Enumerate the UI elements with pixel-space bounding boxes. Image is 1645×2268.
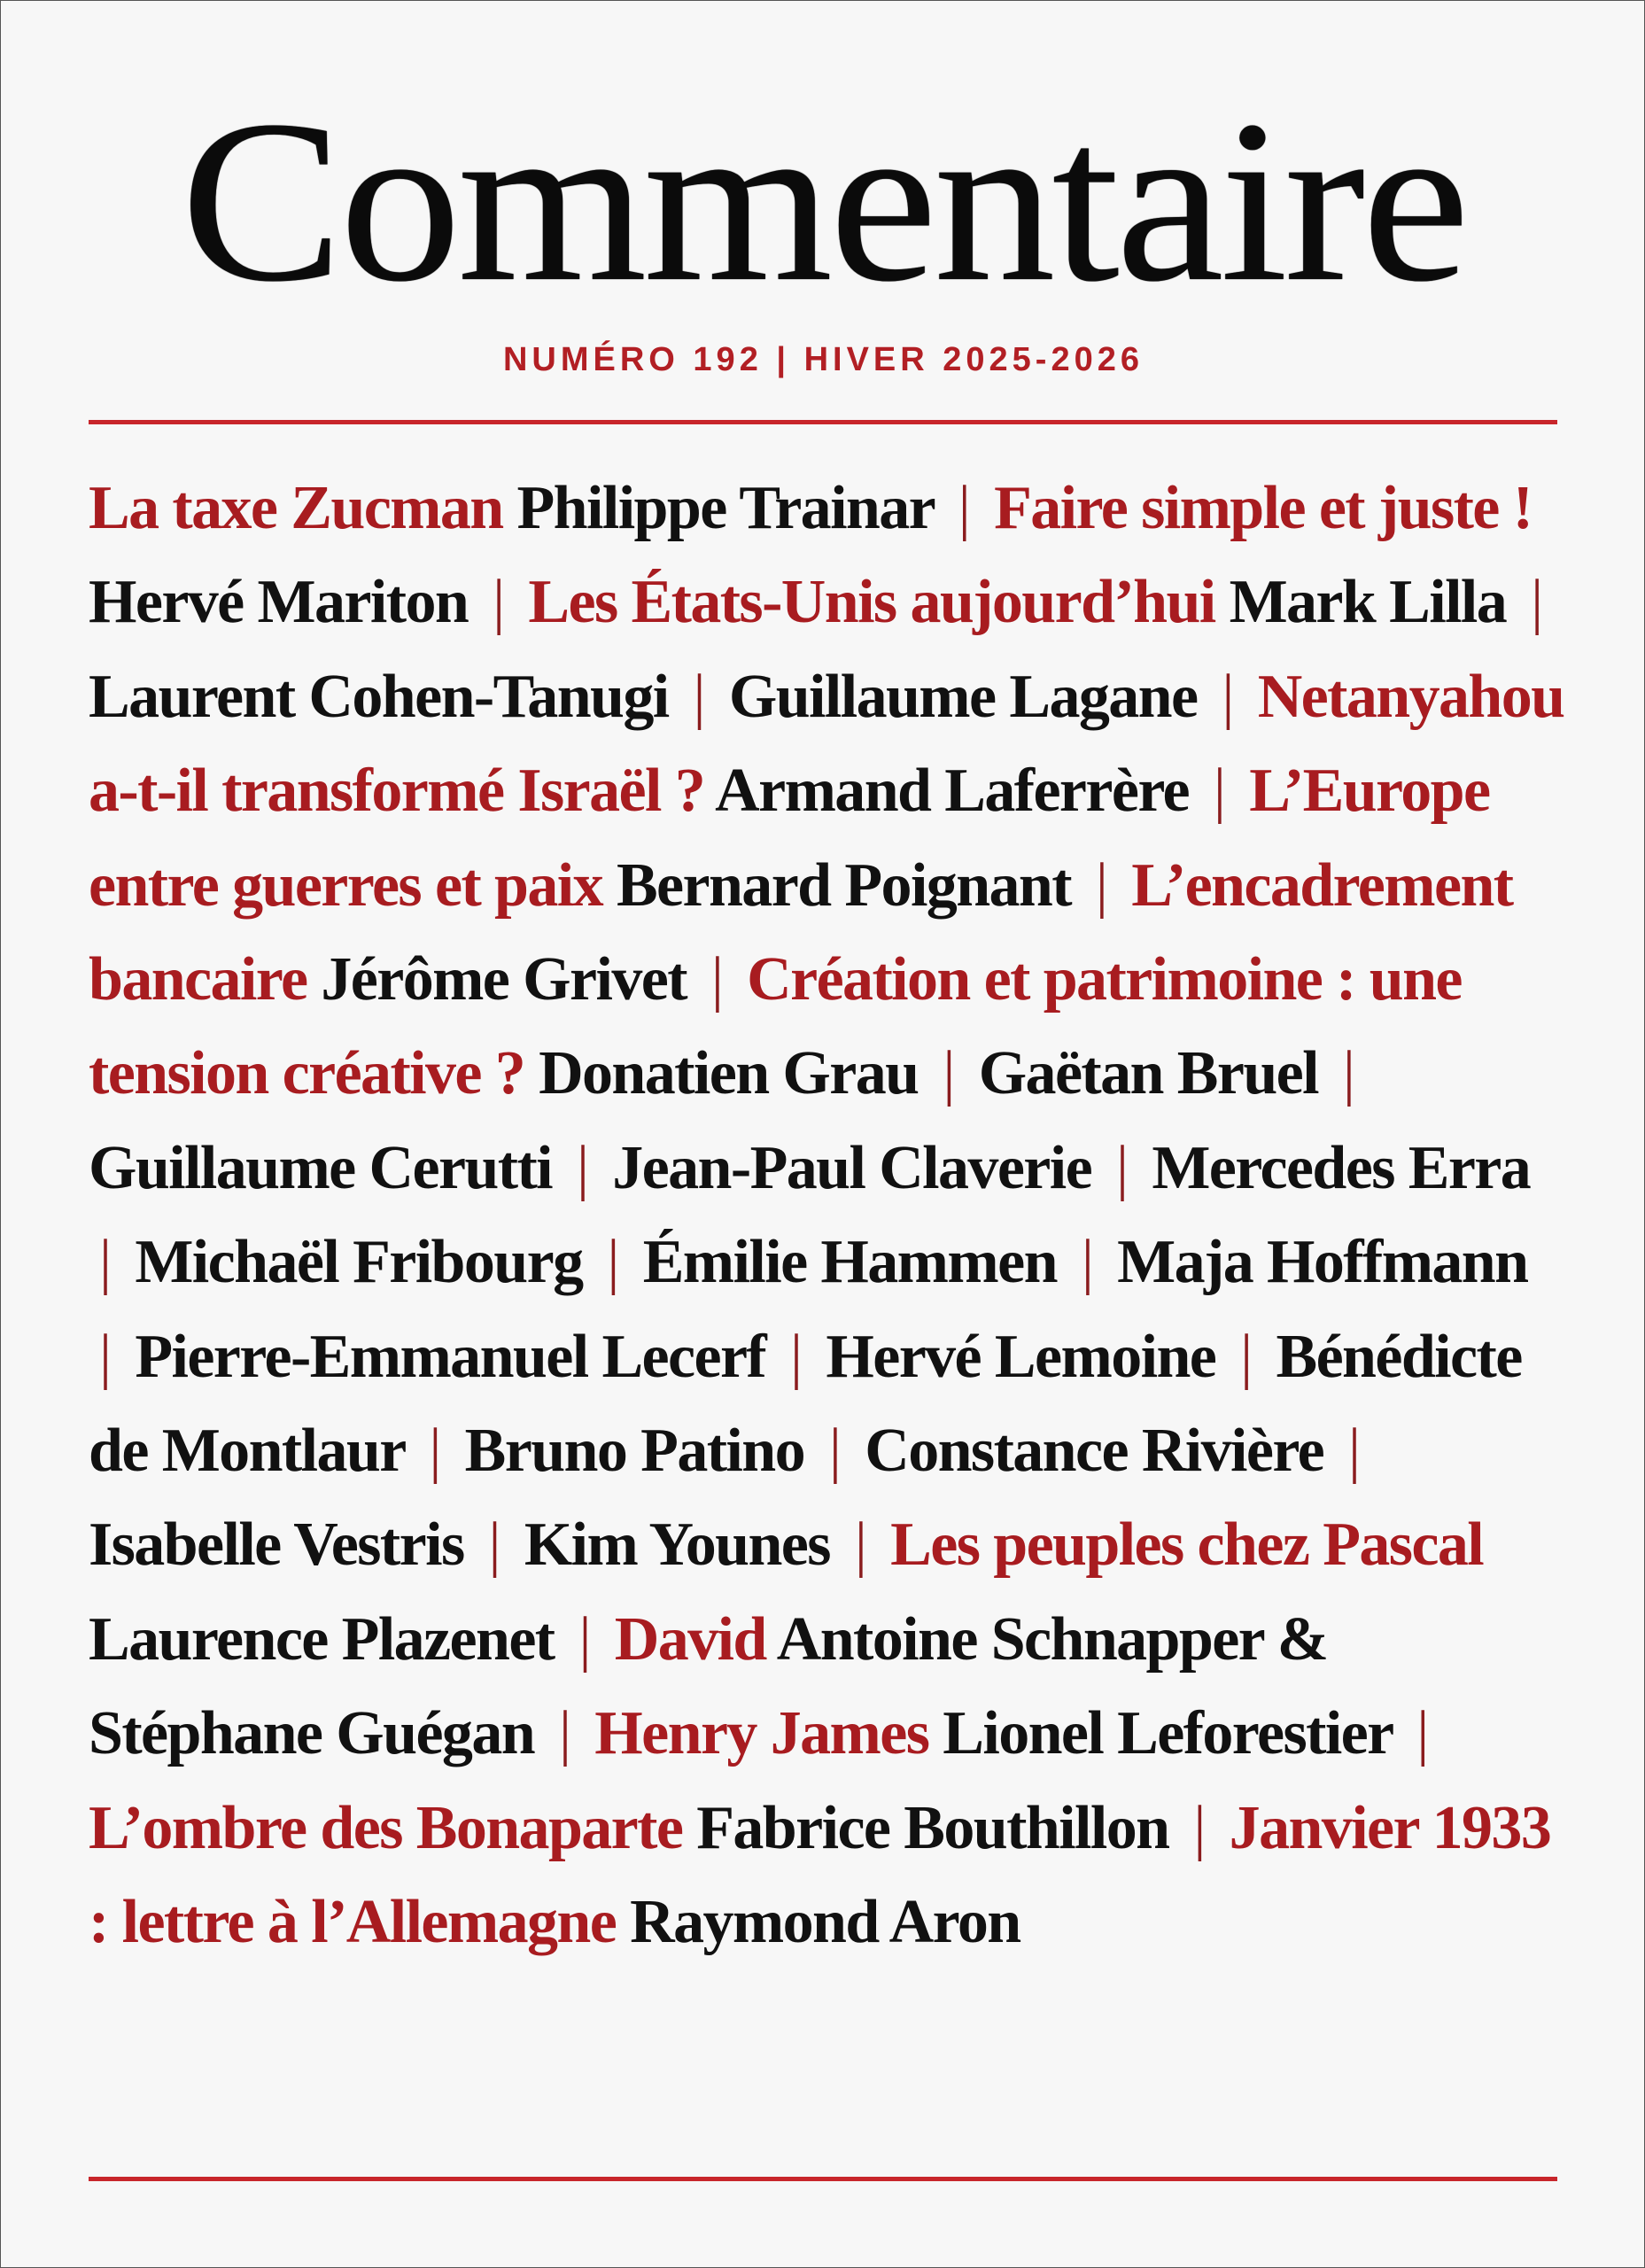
article-title: L’encadrement bancaire: [89, 850, 1513, 1014]
article-author: Fabrice Bouthillon: [696, 1793, 1169, 1862]
article-author: Laurence Plazenet: [89, 1604, 555, 1674]
separator: |: [578, 1604, 590, 1674]
article-title: Les peuples chez Pascal: [890, 1511, 1484, 1580]
separator: |: [99, 1322, 111, 1391]
separator: |: [488, 1511, 500, 1580]
article-author: Bernard Poignant: [616, 850, 1071, 920]
article-author: Maja Hoffmann: [1117, 1228, 1528, 1297]
article-author: Guillaume Cerutti: [89, 1133, 553, 1202]
article-title: Faire simple et juste !: [994, 474, 1532, 542]
article-author: Pierre-Emmanuel Lecerf: [135, 1322, 766, 1391]
table-of-contents: [89, 462, 1568, 1970]
article-title: David: [614, 1604, 766, 1674]
separator: |: [1240, 1322, 1252, 1391]
article-title: La taxe Zucman: [89, 474, 503, 542]
separator: |: [607, 1228, 618, 1297]
separator: |: [943, 1039, 954, 1108]
article-author: Lionel Leforestier: [943, 1699, 1393, 1768]
article-author: Mark Lilla: [1229, 568, 1507, 637]
article-author: Émilie Hammen: [642, 1228, 1057, 1297]
article-title: Création et patrimoine : une tension créative ?: [89, 945, 1462, 1108]
article-author: Hervé Mariton: [89, 568, 469, 637]
article-author: Hervé Lemoine: [826, 1322, 1216, 1391]
article-title: Les États-Unis aujourd’hui: [528, 568, 1215, 637]
separator: |: [710, 945, 723, 1014]
article-author: Mercedes Erra: [1152, 1133, 1531, 1202]
article-author: Guillaume Lagane: [728, 662, 1198, 731]
article-title: L’Europe entre guerres et paix: [89, 757, 1490, 920]
article-title: L’ombre des Bonaparte: [89, 1793, 683, 1862]
separator: |: [1081, 1228, 1093, 1297]
separator: |: [493, 568, 504, 637]
article-author: Jérôme Grivet: [321, 945, 687, 1014]
article-author: Jean-Paul Claverie: [612, 1133, 1092, 1202]
separator: |: [854, 1511, 866, 1580]
separator: |: [1416, 1699, 1428, 1768]
separator: |: [693, 662, 704, 731]
separator: |: [1115, 1133, 1128, 1202]
separator: |: [1347, 1417, 1360, 1486]
article-author: Armand Laferrère: [715, 757, 1190, 826]
separator: |: [429, 1417, 440, 1486]
separator: |: [958, 474, 970, 542]
separator: |: [1213, 757, 1225, 826]
issue-line: NUMÉRO 192 | HIVER 2025-2026: [502, 341, 1144, 378]
article-author: Constance Rivière: [865, 1417, 1324, 1486]
article-author: Bénédicte de Montlaur: [89, 1322, 1522, 1486]
article-author: Philippe Trainar: [516, 474, 934, 542]
article-title: Janvier 1933 : lettre à l’Allemagne: [89, 1793, 1551, 1957]
article-author: Kim Younes: [524, 1511, 830, 1580]
masthead-title: Commentaire: [180, 73, 1467, 330]
separator: |: [1342, 1039, 1354, 1108]
article-title: Netanyahou a-t-il transformé Israël ?: [89, 662, 1564, 826]
separator: |: [1193, 1793, 1205, 1862]
bottom-divider: [89, 2177, 1557, 2181]
separator: |: [558, 1699, 570, 1768]
article-author: Antoine Schnapper & Stéphane Guégan: [89, 1604, 1328, 1768]
separator: |: [99, 1228, 111, 1297]
article-author: Donatien Grau: [539, 1039, 919, 1108]
separator: |: [1222, 662, 1233, 731]
separator: |: [576, 1133, 588, 1202]
top-divider: [89, 420, 1557, 424]
article-author: Michaël Fribourg: [135, 1228, 583, 1297]
article-author: Gaëtan Bruel: [978, 1039, 1318, 1108]
article-title: Henry James: [594, 1699, 929, 1768]
separator: |: [790, 1322, 802, 1391]
article-author: Raymond Aron: [630, 1888, 1020, 1957]
separator: |: [828, 1417, 841, 1486]
article-author: Isabelle Vestris: [89, 1511, 464, 1580]
article-author: Laurent Cohen-Tanugi: [89, 662, 669, 731]
article-author: Bruno Patino: [464, 1417, 805, 1486]
separator: |: [1531, 568, 1542, 637]
separator: |: [1095, 850, 1107, 920]
